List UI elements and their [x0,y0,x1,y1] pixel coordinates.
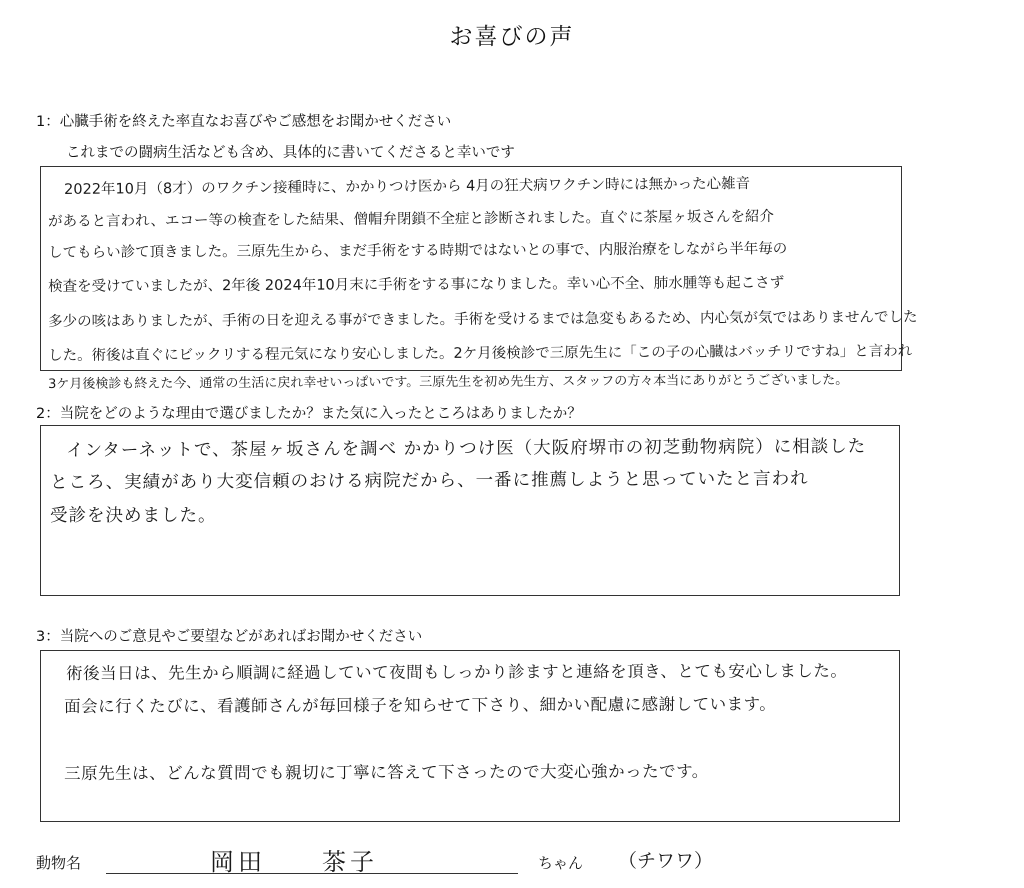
chan-suffix: ちゃん [538,854,584,872]
answer-2-line: インターネットで、茶屋ヶ坂さんを調べ かかりつけ医（大阪府堺市の初芝動物病院）に相談した [66,436,867,461]
animal-name-value: 岡田 茶子 [210,848,378,876]
answer-1-line: した。術後は直ぐにビックリする程元気になり安心しました。2ケ月後検診で三原先生に「この子の心臓はバッチリですね」と言われ [48,343,913,364]
answer-2-line: ところ、実績があり大変信頼のおける病院だから、一番に推薦しようと思っていたと言われ [50,469,809,493]
animal-name-label: 動物名 [36,854,82,872]
answer-1-line: 2022年10月（8才）のワクチン接種時に、かかりつけ医から 4月の狂犬病ワクチン時には無かった心雑音 [64,176,751,198]
answer-3-line: 面会に行くたびに、看護師さんが毎回様子を知らせて下さり、細かい配慮に感謝しています。 [64,694,777,716]
answer-3-line: 三原先生は、どんな質問でも親切に丁寧に答えて下さったので大変心強かったです。 [64,761,709,783]
answer-2-line: 受診を決めました。 [50,506,217,526]
answer-3-line: 術後当日は、先生から順調に経過していて夜間もしっかり診ますと連絡を頂き、とても安心しました。 [66,661,848,683]
breed: （チワワ） [618,850,714,872]
question-1-label: 1：心臓手術を終えた率直なお喜びやご感想をお聞かせください [36,114,452,130]
answer-1-line: があると言われ、エコー等の検査をした結果、僧帽弁閉鎖不全症と診断されました。直ぐに茶屋ヶ坂さんを紹介 [48,208,774,230]
question-1-sub: これまでの闘病生活なども含め、具体的に書いてくださると幸いです [66,145,515,161]
answer-1-line: 検査を受けていましたが、2年後 2024年10月末に手術をする事になりました。幸い心不全、肺水腫等も起こさず [48,275,785,295]
animal-name-underline [106,873,518,874]
answer-1-line: してもらい診て頂きました。三原先生から、まだ手術をする時期ではないとの事で、内服治療をしながら半年毎の [48,241,788,261]
question-3-label: 3：当院へのご意見やご要望などがあればお聞かせください [36,629,423,645]
page-title: お喜びの声 [449,24,575,50]
question-2-label: 2：当院をどのような理由で選びましたか？また気に入ったところはありましたか？ [36,406,582,422]
answer-1-line: 3ケ月後検診も終えた今、通常の生活に戻れ幸せいっぱいです。三原先生を初め先生方、スタッフの方々本当にありがとうございました。 [48,372,849,392]
answer-1-line: 多少の咳はありましたが、手術の日を迎える事ができました。手術を受けるまでは急変もあるため、内心気が気ではありませんでした [48,309,918,330]
